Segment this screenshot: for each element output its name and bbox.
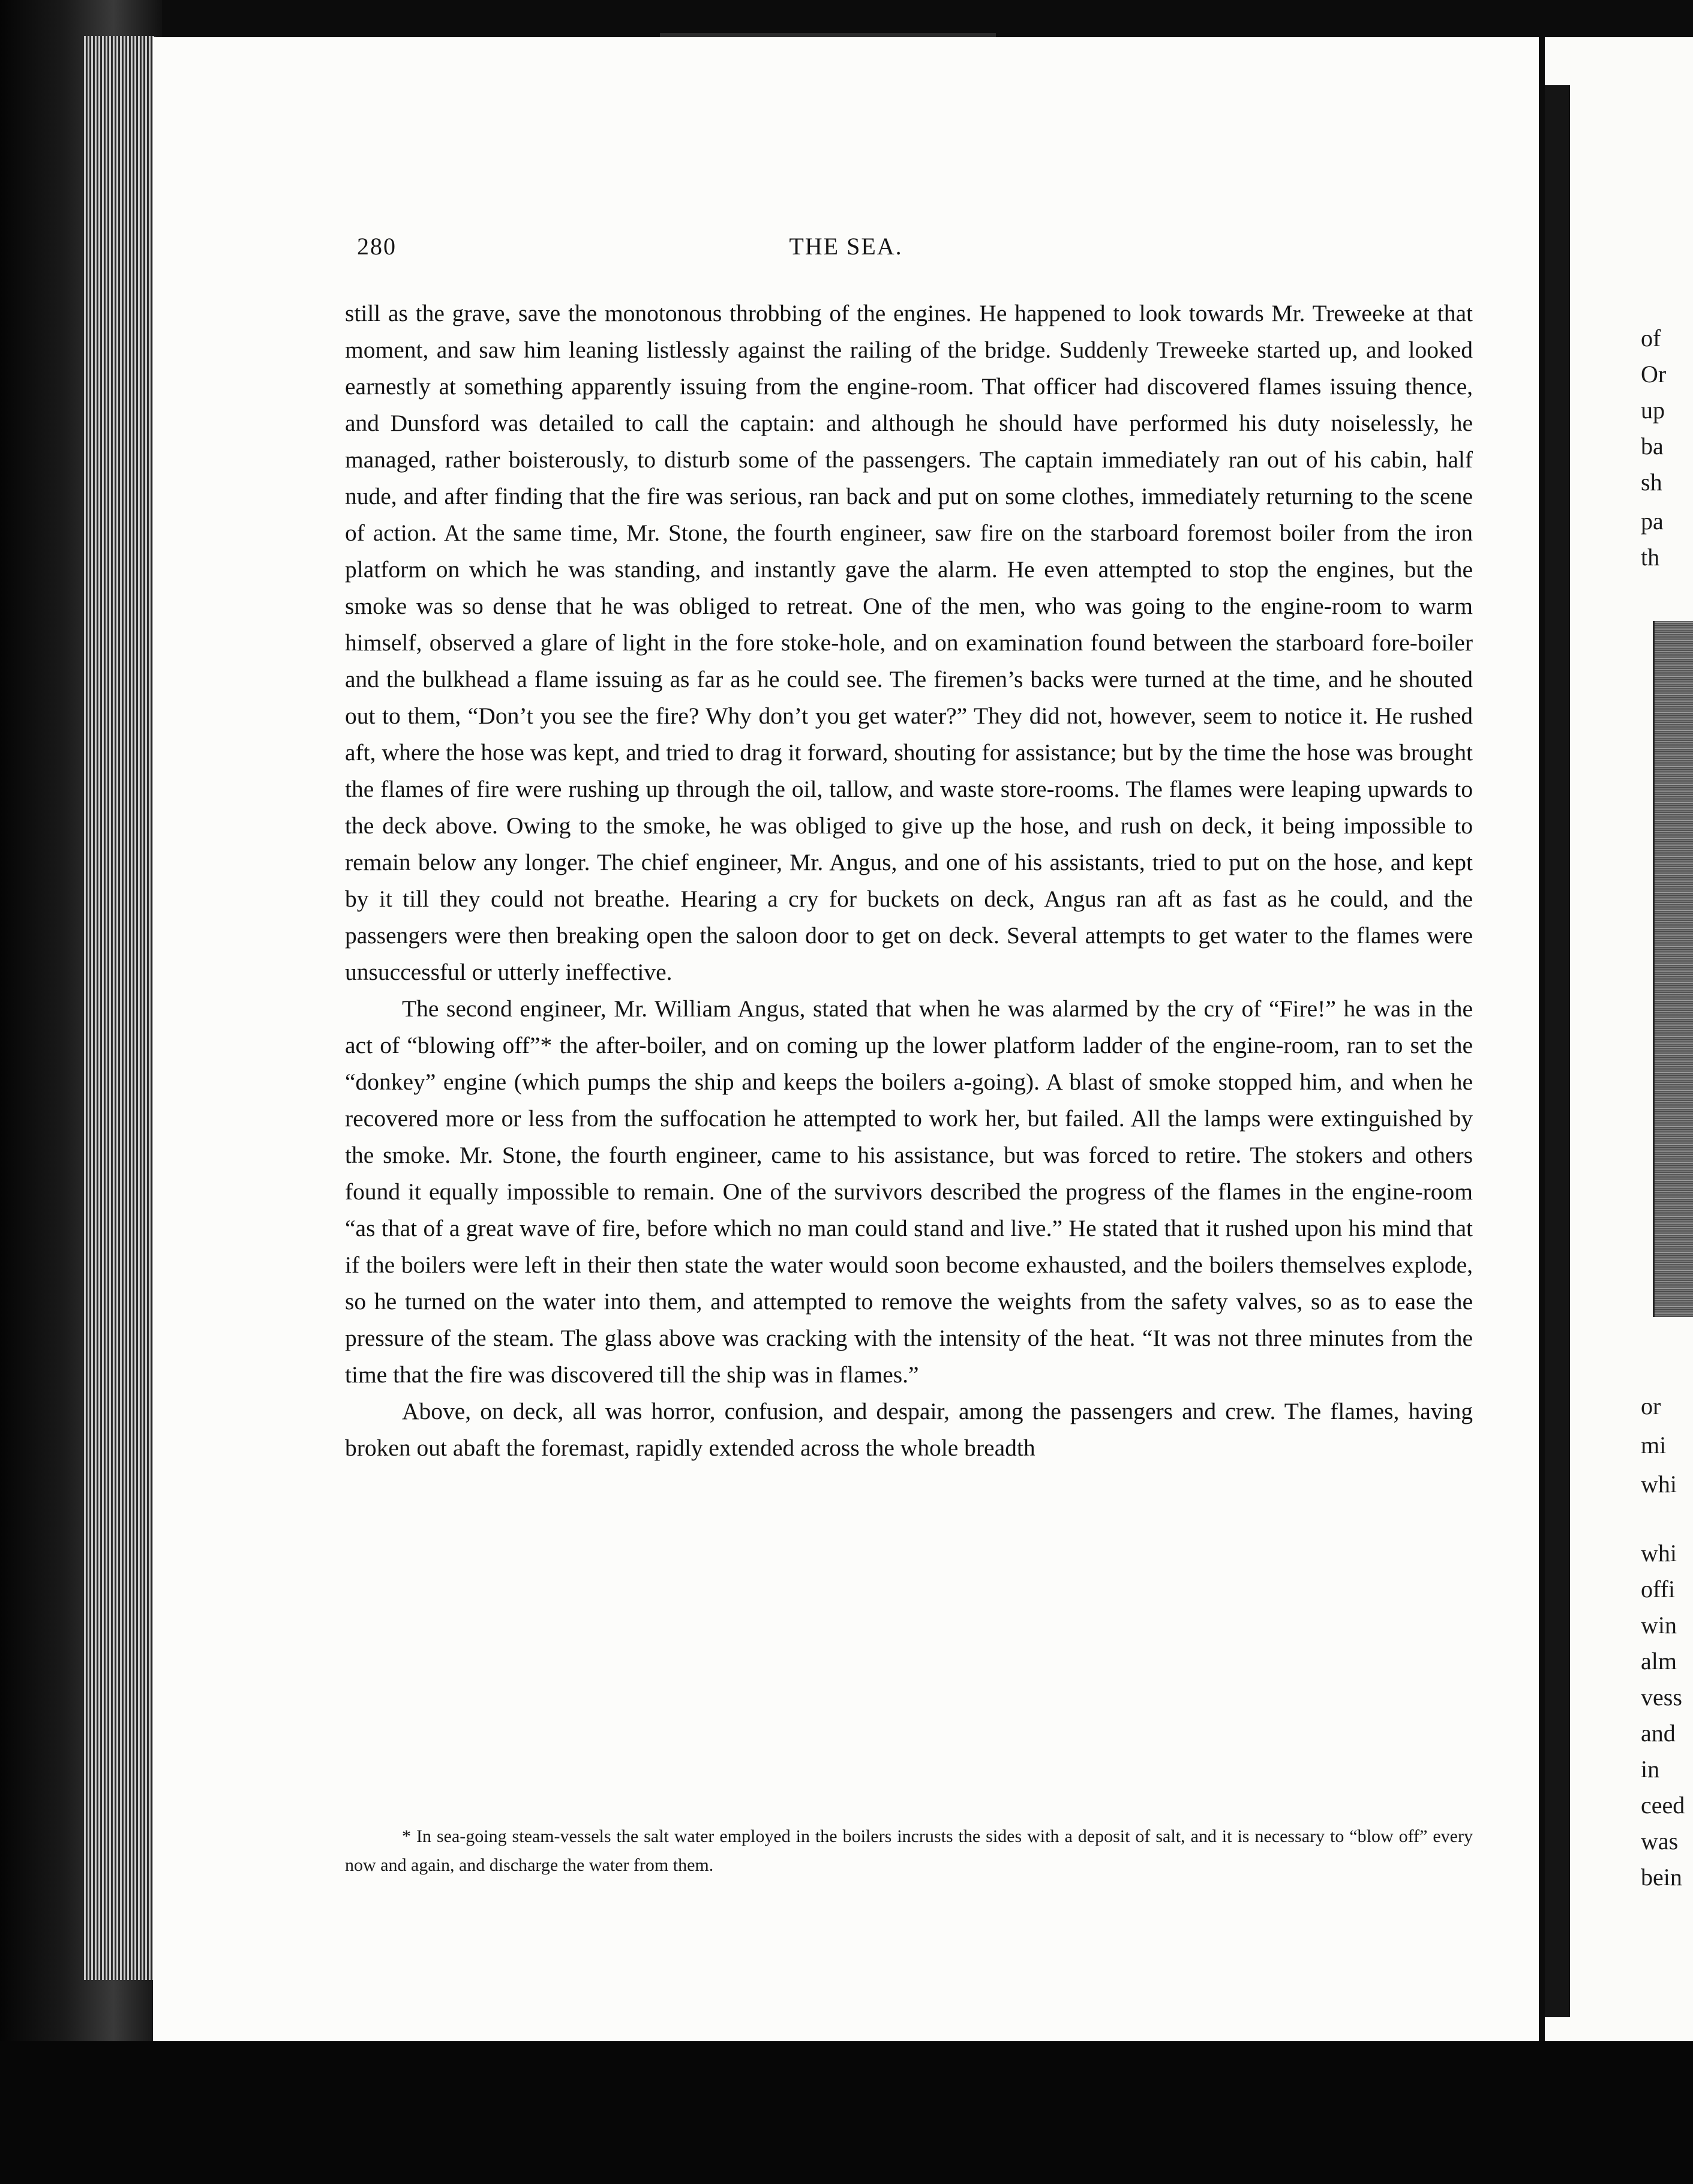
page-edges [84,36,156,1980]
footnote [345,1822,1473,1880]
facing-page-fragment: whi [1641,1471,1677,1498]
book-page [153,37,1539,2041]
facing-page-fragment: up [1641,397,1665,424]
facing-page-fragment: or [1641,1393,1661,1420]
facing-page-fragment: Or [1641,361,1667,388]
scan-border [0,2041,1693,2184]
book-title: THE SEA. [789,233,903,260]
paragraph: still as the grave, save the monotonous throbbing of the engines. He happened to look towards Mr. Treweeke at that moment, and saw him leaning listlessly against the railing of the bridge. Suddenly Treweeke started up, and looked earnestly at something apparently issuing from the engine-room. That officer had discovered flames issuing thence, and Dunsford was detailed to call the captain: and although he should have performed his duty noiselessly, he managed, rather boisterously, to disturb some of the passengers. The captain immediately ran out of his cabin, half nude, and after finding that the fire was serious, ran back and put on some clothes, immediately returning to the scene of action. At the same time, Mr. Stone, the fourth engineer, saw fire on the starboard foremost boiler from the iron platform on which he was standing, and instantly gave the alarm. He even attempted to stop the engines, but the smoke was so dense that he was obliged to retreat. One of the men, who was going to the engine-room to warm himself, observed a glare of light in the fore stoke-hole, and on examination found between the starboard fore-boiler and the bulkhead a flame issuing as far as he could see. The firemen’s backs were turned at the time, and he shouted out to them, “Don’t you see the fire? Why don’t you get water?” They did not, however, seem to notice it. He rushed aft, where the hose was kept, and tried to drag it forward, shouting for assistance; but by the time the hose was brought the flames of fire were rushing up through the oil, tallow, and waste store-rooms. The flames were leaping upwards to the deck above. Owing to the smoke, he was obliged to give up the hose, and rush on deck, it being impossible to remain below any longer. The chief engineer, Mr. Angus, and one of his assistants, tried to put on the hose, and kept by it till they could not breathe. Hearing a cry for buckets on deck, Angus ran aft as fast as he could, and the passengers were then breaking open the saloon door to get on deck. Several attempts to get water to the flames were unsuccessful or utterly ineffective. [345,300,1473,985]
facing-page-fragment: pa [1641,508,1664,535]
facing-page-fragment: mi [1641,1432,1667,1459]
facing-page-fragment: ba [1641,433,1664,460]
facing-page-fragment: win [1641,1612,1677,1639]
facing-page-fragment: bein [1641,1864,1682,1891]
facing-page-fragment: offi [1641,1576,1676,1603]
facing-page-fragment: was [1641,1828,1679,1855]
facing-page-fragment: of [1641,325,1661,352]
page-number: 280 [357,233,397,260]
facing-page-fragment: and [1641,1720,1676,1747]
facing-page-fragment: alm [1641,1648,1677,1675]
running-head [153,232,1539,268]
facing-page-fragment: ceed [1641,1792,1685,1819]
paragraph: The second engineer, Mr. William Angus, stated that when he was alarmed by the cry of “Fire!” he was in the act of “blowing off”* the after-boiler, and on coming up the lower platform ladder of the engine-room, ran to set the “donkey” engine (which pumps the ship and keeps the boilers a-going). A blast of smoke stopped him, and when he recovered more or less from the suffocation he attempted to work her, but failed. All the lamps were extinguished by the smoke. Mr. Stone, the fourth engineer, came to his assistance, but was forced to retire. The stokers and others found it equally impossible to remain. One of the survivors described the progress of the flames in the engine-room “as that of a great wave of fire, before which no man could stand and live.” He stated that it rushed upon his mind that if the boilers were left in their then state the water would soon become exhausted, and the boilers themselves explode, so he turned on the water into them, and attempted to remove the weights from the safety valves, so as to ease the pressure of the steam. The glass above was cracking with the intensity of the heat. “It was not three minutes from the time that the fire was discovered till the ship was in flames.” [345,995,1473,1388]
facing-page-fragment: vess [1641,1684,1682,1711]
illustration-fragment [1653,621,1693,1317]
facing-page-fragment: in [1641,1756,1660,1783]
facing-page-fragment: sh [1641,469,1662,496]
gutter-shadow [1545,85,1570,2017]
body-text [345,295,1473,1466]
footnote-text: * In sea-going steam-vessels the salt water employed in the boilers incrusts the sides with a deposit of salt, and it is necessary to “blow off” every now and again, and discharge the water from them. [345,1826,1473,1875]
facing-page-fragment: th [1641,544,1660,571]
facing-page-fragment: whi [1641,1540,1677,1567]
paragraph: Above, on deck, all was horror, confusion, and despair, among the passengers and crew. The flames, having broken out abaft the foremast, rapidly extended across the whole breadth [345,1398,1473,1461]
